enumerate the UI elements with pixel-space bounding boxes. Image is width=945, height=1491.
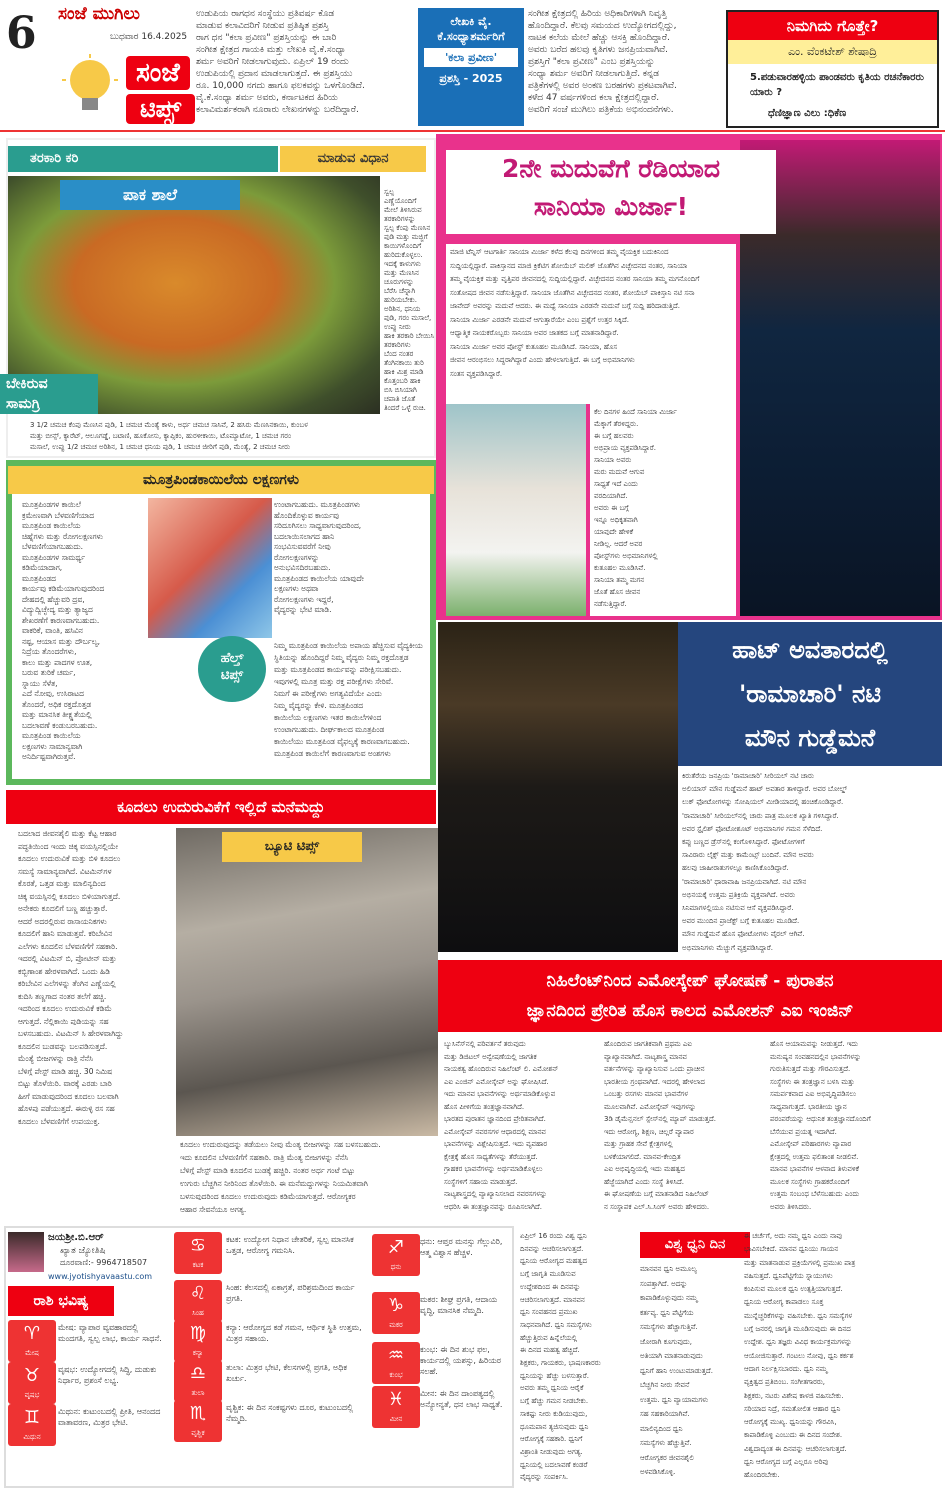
- zodiac-name: ಮೀನ: [389, 1415, 403, 1423]
- zodiac-prediction: ಮಕರ: ಶೀಘ್ರ ಪ್ರಗತಿ, ಆದಾಯ ವೃದ್ಧಿ, ಮಾನಸಿಕ ನೆಮ್ಮದಿ.: [420, 1295, 498, 1315]
- ingredients-label: ಬೇಕಿರುವ ಸಾಮಗ್ರಿ: [0, 374, 98, 414]
- award-line3: 'ಕಲಾ ಪ್ರವೀಣ': [424, 48, 518, 67]
- zodiac-prediction: ವೃಷಭ: ಉದ್ಯೋಗದಲ್ಲಿ ಸಿದ್ಧಿ, ದುಡುಕು ನಿರ್ಧಾರ, ಪ್ರಶಂಸೆ ಲಭ್ಯ.: [58, 1365, 157, 1385]
- zodiac-prediction: ವೃಶ್ಚಿಕ: ಈ ದಿನ ಸಂಕಷ್ಟಗಳು ದೂರ, ಕುಟುಂಬದಲ್ಲಿ ನೆಮ್ಮದಿ.: [226, 1403, 354, 1423]
- quiz-author: ಎಂ. ವೆಂಕಟೇಶ್ ಶೇಷಾದ್ರಿ: [728, 40, 937, 64]
- zodiac-sign-icon: [174, 1400, 222, 1442]
- zodiac-prediction: ಕಟಕ: ಉದ್ಯೋಗ ನಿಧಾನ ಚೇತರಿಕೆ, ಸ್ವಲ್ಪ ಮಾನಸಿಕ ಒತ್ತಡ, ಆರೋಗ್ಯ ಗಮನಿಸಿ.: [226, 1235, 354, 1255]
- zodiac-sign-icon: [8, 1320, 56, 1362]
- zodiac-name: ತುಲಾ: [191, 1389, 205, 1397]
- zodiac-name: ಸಿಂಹ: [192, 1309, 204, 1317]
- zodiac-glyph: ♐: [387, 1237, 405, 1258]
- zodiac-name: ಕನ್ಯಾ: [192, 1349, 204, 1357]
- kidney-illustration: [148, 498, 272, 638]
- paper-name: ಸಂಜೆ ಮುಗಿಲು: [58, 4, 140, 24]
- zodiac-glyph: ♈: [23, 1323, 41, 1344]
- astrologer-name: ಜಯಶ್ರೀ.ಬಿ.ಆರ್: [48, 1232, 104, 1243]
- zodiac-sign-icon: [8, 1404, 56, 1446]
- zodiac-prediction: ಕನ್ಯಾ: ಆರೋಗ್ಯದ ಕಡೆ ಗಮನ, ಆರ್ಥಿಕ ಸ್ಥಿತಿ ಉತ್ತಮ, ಮಿತ್ರರ ಸಹಾಯ.: [226, 1323, 362, 1343]
- zodiac-sign-icon: [174, 1360, 222, 1402]
- zodiac-prediction: ಮೀನ: ಈ ದಿನ ದಾಂಪತ್ಯದಲ್ಲಿ ಅನ್ಯೋನ್ಯತೆ, ಧನ ಲಾಭ ಸಾಧ್ಯತೆ.: [420, 1389, 503, 1409]
- astrologer-photo: [8, 1232, 44, 1272]
- zodiac-name: ಮಿಥುನ: [23, 1433, 41, 1441]
- zodiac-sign-icon: [372, 1342, 420, 1384]
- zodiac-sign-icon: [174, 1232, 222, 1274]
- quiz-heading: ನಿಮಗಿದು ಗೊತ್ತೇ?: [728, 12, 937, 40]
- zodiac-sign-icon: [372, 1234, 420, 1276]
- page-number: 6: [6, 8, 37, 59]
- zodiac-prediction: ಕುಂಭ: ಈ ದಿನ ಶುಭ ಫಲ, ಕಾರ್ಯದಲ್ಲಿ ಯಶಸ್ಸು, ಹಿರಿಯರ ಸಲಹೆ.: [420, 1345, 502, 1376]
- ramachari-headline: ಹಾಟ್ ಅವತಾರದಲ್ಲಿ 'ರಾಮಾಚಾರಿ' ನಟಿ ಮೌನ ಗುಡ್ಡೆಮನೆ: [678, 622, 942, 766]
- horoscope-heading: ರಾಶಿ ಭವಿಷ್ಯ: [8, 1286, 114, 1316]
- beauty-tips-tag: ಬ್ಯೂಟಿ ಟಿಪ್ಸ್: [222, 832, 362, 862]
- recipe-method-tag: ಮಾಡುವ ವಿಧಾನ: [280, 146, 426, 172]
- zodiac-name: ಕುಂಭ: [389, 1371, 403, 1379]
- voice-day-col3: ಈ ಚರ್ಚೆಗೆ, ಅದು ನಮ್ಮ ಧ್ವನಿ ಎಂದು ನಾವು ಭಾವಿಸಬೇಕಿದೆ. ಮಾನವ ಧ್ವನಿಯು ಗಾಯನ ಮತ್ತು ಮಾತನಾಡುವ ಪ್ರಕ್ರಿಯೆಗಳಲ್ಲಿ ಪ್ರಮುಖ ಪಾತ್ರ ವಹಿಸುತ್ತದೆ. ಧ್ವನಿಪೆಟ್ಟಿಗೆಯ ಸ್ನಾಯುಗಳು ಕಂಪಿಸುವ ಮೂಲಕ ಧ್ವನಿ ಉತ್ಪತ್ತಿಯಾಗುತ್ತದೆ. ಧ್ವನಿಯ ಆರೋಗ್ಯ ಕಾಪಾಡಲು ಸೂಕ್ತ ಮುನ್ನೆಚ್ಚರಿಕೆಗಳನ್ನು ವಹಿಸಬೇಕು. ಧ್ವನಿ ಸಮಸ್ಯೆಗಳ ಬಗ್ಗೆ ಜನರಲ್ಲಿ ಜಾಗೃತಿ ಮೂಡಿಸುವುದು ಈ ದಿನದ ಉದ್ದೇಶ. ಧ್ವನಿ ತಜ್ಞರು ವಿವಿಧ ಕಾರ್ಯಕ್ರಮಗಳನ್ನು ಆಯೋಜಿಸುತ್ತಾರೆ. ಗಂಟಲು ನೋವು, ಧ್ವನಿ ಕರ್ಕಶ ಆದಾಗ ನಿರ್ಲಕ್ಷಿಸಬಾರದು. ಧ್ವನಿ ನಮ್ಮ ವ್ಯಕ್ತಿತ್ವದ ಪ್ರತಿಬಿಂಬ. ಸಂಗೀತಗಾರರು, ಶಿಕ್ಷಕರು, ನಟರು ವಿಶೇಷ ಕಾಳಜಿ ವಹಿಸಬೇಕು. ಸರಿಯಾದ ನಿದ್ರೆ, ಸಮತೋಲಿತ ಆಹಾರ ಧ್ವನಿ ಆರೋಗ್ಯಕ್ಕೆ ಮುಖ್ಯ. ಧ್ವನಿಯನ್ನು ಗೌರವಿಸಿ, ಕಾಪಾಡಿಕೊಳ್ಳಿ ಎಂಬುದು ಈ ದಿನದ ಸಂದೇಶ. ವಿಶ್ವದಾದ್ಯಂತ ಈ ದಿನವನ್ನು ಆಚರಿಸಲಾಗುತ್ತದೆ. ಧ್ವನಿ ಆರೋಗ್ಯದ ಬಗ್ಗೆ ಎಲ್ಲರೂ ಅರಿವು ಹೊಂದಿರಬೇಕು.: [744, 1232, 856, 1480]
- zodiac-glyph: ♒: [387, 1345, 405, 1366]
- sania-article-text2: ಕೆಲ ದಿನಗಳ ಹಿಂದೆ ಸಾನಿಯಾ ಮಿರ್ಜಾ ಮೆಕ್ಕಾಗೆ ತೆರಳಿದ್ದರು. ಈ ಬಗ್ಗೆ ಹಲವರು ಅಭಿಪ್ರಾಯ ವ್ಯಕ್ತಪಡಿಸಿದ್ದಾರೆ. ಸಾನಿಯಾ ಅವರು ಮರು ಮದುವೆ ಆಗುವ ಸಾಧ್ಯತೆ ಇದೆ ಎಂದು ವರದಿಯಾಗಿದೆ. ಅವರು ಈ ಬಗ್ಗೆ ಇನ್ನೂ ಅಧಿಕೃತವಾಗಿ ಯಾವುದೇ ಹೇಳಿಕೆ ನೀಡಿಲ್ಲ. ಆದರೆ ಅವರ ಪೋಸ್ಟ್‌ಗಳು ಅಭಿಮಾನಿಗಳಲ್ಲಿ ಕುತೂಹಲ ಮೂಡಿಸಿವೆ. ಸಾನಿಯಾ ತಮ್ಮ ಮಗನ ಜೊತೆ ಹೊಸ ಜೀವನ ನಡೆಸುತ್ತಿದ್ದಾರೆ.: [590, 404, 736, 616]
- zodiac-sign-icon: [174, 1280, 222, 1322]
- sania-headline: 2ನೇ ಮದುವೆಗೆ ರೆಡಿಯಾದ ಸಾನಿಯಾ ಮಿರ್ಜಾ!: [446, 150, 776, 234]
- zodiac-glyph: ♊: [23, 1407, 41, 1428]
- zodiac-sign-icon: [372, 1292, 420, 1334]
- health-tips-badge: ಹೆಲ್ತ್ ಟಿಪ್ಸ್: [198, 636, 266, 702]
- zodiac-name: ಮೇಷ: [25, 1349, 39, 1357]
- zodiac-glyph: ♏: [189, 1403, 207, 1424]
- zodiac-sign-icon: [372, 1386, 420, 1428]
- award-article-col2: ಸಂಗೀತ ಕ್ಷೇತ್ರದಲ್ಲಿ ಹಿರಿಯ ಅಧಿಕಾರಿಗಳಾಗಿ ನಿವೃತ್ತಿ ಹೊಂದಿದ್ದಾರೆ. ಕೆಲವು ಸಮಯದ ಉದ್ಯೋಗದಲ್ಲಿದ್ದು, ನಾಟಕ ಕಲೆಯ ಮೇಲೆ ಹೆಚ್ಚು ಆಸಕ್ತಿ ಹೊಂದಿದ್ದಾರೆ. ಅವರು ಬರೆದ ಹಲವು ಕೃತಿಗಳು ಜನಪ್ರಿಯವಾಗಿವೆ. ಪ್ರಶಸ್ತಿಗೆ "ಕಲಾ ಪ್ರವೀಣ" ಎಂಬ ಪ್ರಶಸ್ತಿಯನ್ನು ಸಂಧ್ಯಾ ಶರ್ಮ ಅವರಿಗೆ ನೀಡಲಾಗುತ್ತಿದೆ. ಕನ್ನಡ ಪತ್ರಿಕೆಗಳಲ್ಲಿ ಅವರ ಅಂಕಣ ಬರಹಗಳು ಪ್ರಕಟವಾಗಿವೆ. ಕಳೆದ 47 ವರ್ಷಗಳಿಂದ ಕಲಾ ಕ್ಷೇತ್ರದಲ್ಲಿದ್ದಾರೆ. ಅವರಿಗೆ ಸಂಜೆ ಮುಗಿಲು ಪತ್ರಿಕೆಯ ಅಭಿನಂದನೆಗಳು.: [528, 9, 677, 115]
- award-line1: ಲೇಖಕಿ ವೈ.: [450, 15, 492, 28]
- zodiac-glyph: ♍: [189, 1323, 207, 1344]
- quiz-question: 5.ಪಡುವಾರಹಳ್ಳಿಯ ಪಾಂಡವರು ಕೃತಿಯ ರಚನೆಕಾರರು ಯಾರು ?: [750, 72, 924, 98]
- zodiac-name: ಮಕರ: [389, 1321, 403, 1329]
- voice-day-heading: ವಿಶ್ವ ಧ್ವನಿ ದಿನ: [640, 1232, 750, 1258]
- recipe-method-text: ಸ್ವಲ್ಪ ಎಣ್ಣೆಯೊಂದಿಗೆ ಮೇಲೆ ತಿಳಿಸಿರುವ ತರಕಾರಿಗಳನ್ನು ಸ್ವಲ್ಪ ಕೆಂಪು ಮೆಣಸಿನ ಪುಡಿ ಮತ್ತು ಮಜ್ಜಿಗೆ ಕಾಯಿಗಳೊಂದಿಗೆ ಹುರಿದುಕೊಳ್ಳಲು. ಇದಕ್ಕೆ ಕಾಳುಗಳು ಮತ್ತು ಮೆಣಸಿನ ಚೂರುಗಳನ್ನು ಬೆರೆಸಿ ಚೆನ್ನಾಗಿ ಹುರಿಯಬೇಕು. ಅರಿಶಿನ, ಧನಿಯ ಪುಡಿ, ಗರಂ ಮಸಾಲೆ, ಉಪ್ಪು ನೀರು ಹಾಕಿ ತರಕಾರಿ ಬೇಯಿಸಿ ತರಕಾರಿಗಳು ಬೆಂದ ನಂತರ ತೆಂಗಿನಕಾಯಿ ತುರಿ ಹಾಕಿ ಮಿಶ್ರ ಮಾಡಿ ಕೊತ್ತಂಬರಿ ಹಾಕಿ ಬಿಸಿ ಬಿಸಿಯಾಗಿ ಚಪಾತಿ ಜೊತೆ ತಿಂದರೆ ಒಳ್ಳೆ ರುಚಿ.: [384, 188, 435, 412]
- lightbulb-icon: [60, 52, 120, 122]
- voice-day-col2: ಮಾನವನ ಧ್ವನಿ ಅಮೂಲ್ಯ ಸಂಪತ್ತಾಗಿದೆ. ಅದನ್ನು ಕಾಪಾಡಿಕೊಳ್ಳುವುದು ನಮ್ಮ ಕರ್ತವ್ಯ. ಧ್ವನಿ ಪೆಟ್ಟಿಗೆಯ ಸಮಸ್ಯೆಗಳು ಹೆಚ್ಚಾಗುತ್ತಿವೆ. ಜೋರಾಗಿ ಕೂಗುವುದು, ಅತಿಯಾಗಿ ಮಾತನಾಡುವುದು ಧ್ವನಿಗೆ ಹಾನಿ ಉಂಟುಮಾಡುತ್ತದೆ. ಬೆಚ್ಚಗಿನ ನೀರು ಸೇವನೆ ಉತ್ತಮ. ಧ್ವನಿ ವ್ಯಾಯಾಮಗಳು ಸಹ ಸಹಕಾರಿಯಾಗಿವೆ. ಮಾಲಿನ್ಯದಿಂದ ಧ್ವನಿ ಸಮಸ್ಯೆಗಳು ಹೆಚ್ಚುತ್ತಿವೆ. ಆರೋಗ್ಯಕರ ಜೀವನಶೈಲಿ ಅಳವಡಿಸಿಕೊಳ್ಳಿ.: [640, 1265, 713, 1476]
- zodiac-glyph: ♎: [189, 1363, 207, 1384]
- zodiac-name: ಕಟಕ: [192, 1261, 204, 1269]
- kidney-text-col3: ನಿಮ್ಮ ಮೂತ್ರಪಿಂಡ ಕಾಯಿಲೆಯ ಅಪಾಯ ಹೆಚ್ಚಿಸುವ ವೈದ್ಯಕೀಯ ಸ್ಥಿತಿಯನ್ನು ಹೊಂದಿದ್ದರೆ ನಿಮ್ಮ ವೈದ್ಯರು ನಿಮ್ಮ ರಕ್ತದೊತ್ತಡ ಮತ್ತು ಮೂತ್ರಪಿಂಡದ ಕಾರ್ಯವನ್ನು ಪರೀಕ್ಷಿಸಬಹುದು. ಇವುಗಳಲ್ಲಿ ಮೂತ್ರ ಮತ್ತು ರಕ್ತ ಪರೀಕ್ಷೆಗಳು ಸೇರಿವೆ. ನಿಮಗೆ ಈ ಪರೀಕ್ಷೆಗಳು ಅಗತ್ಯವಿದೆಯೇ ಎಂದು ನಿಮ್ಮ ವೈದ್ಯರನ್ನು ಕೇಳಿ. ಮೂತ್ರಪಿಂಡದ ಕಾಯಿಲೆಯ ಲಕ್ಷಣಗಳು ಇತರ ಕಾಯಿಲೆಗಳಿಂದ ಉಂಟಾಗಬಹುದು. ದೀರ್ಘಕಾಲದ ಮೂತ್ರಪಿಂಡ ಕಾಯಿಲೆಯು ಮೂತ್ರಪಿಂಡ ವೈಫಲ್ಯಕ್ಕೆ ಕಾರಣವಾಗಬಹುದು. ಮೂತ್ರಪಿಂಡ ಕಾಯಿಲೆಗೆ ಕಾರಣವಾಗುವ ಅಂಶಗಳು: [274, 641, 423, 758]
- kidney-text-col2: ಉಂಟಾಗಬಹುದು. ಮೂತ್ರಪಿಂಡಗಳು ಹೊಂದಿಕೊಳ್ಳುವ ಕಾರ್ಯವು ಸರಿದೂಗಿಸಲು ಸಾಧ್ಯವಾಗುವುದರಿಂದ, ಬದಲಾಯಿಸಲಾಗದ ಹಾನಿ ಸಂಭವಿಸುವವರೆಗೆ ನೀವು ರೋಗಲಕ್ಷಣಗಳನ್ನು ಅನುಭವಿಸದಿರಬಹುದು. ಮೂತ್ರಪಿಂಡದ ಕಾಯಿಲೆಯ ಯಾವುದೇ ಲಕ್ಷಣಗಳು ಅಥವಾ ರೋಗಲಕ್ಷಣಗಳು ಇದ್ದರೆ, ವೈದ್ಯರನ್ನು ಭೇಟಿ ಮಾಡಿ.: [274, 500, 364, 614]
- zodiac-glyph: ♋: [189, 1235, 207, 1256]
- hair-heading: ಕೂದಲು ಉದುರುವಿಕೆಗೆ ಇಲ್ಲಿದೆ ಮನೆಮದ್ದು: [6, 790, 436, 824]
- astrologer-website: www.jyotishyavaastu.com: [48, 1272, 153, 1281]
- tips-title-line2: ಟಿಪ್ಸ್: [126, 94, 195, 124]
- ramachari-article-text: ಕಿರುತೆರೆಯ ಜನಪ್ರಿಯ 'ರಾಮಾಚಾರಿ' ಸೀರಿಯಲ್ ನಟಿ ಚಾರು ಅಲಿಯಾಸ್ ಮೌನ ಗುಡ್ಡೆಮನೆ ಹಾಟ್ ಅವತಾರ ತಾಳಿದ್ದಾರೆ. ಅವರ ಬೋಲ್ಡ್ ಲುಕ್ ಫೋಟೋಗಳನ್ನು ಸೋಷಿಯಲ್ ಮೀಡಿಯಾದಲ್ಲಿ ಹಂಚಿಕೊಂಡಿದ್ದಾರೆ. 'ರಾಮಾಚಾರಿ' ಸೀರಿಯಲ್‌ನಲ್ಲಿ ಚಾರು ಪಾತ್ರ ಮೂಲಕ ಖ್ಯಾತಿ ಗಳಿಸಿದ್ದಾರೆ. ಅವರ ಸ್ಟೈಲಿಶ್ ಫೋಟೋಶೂಟ್ ಅಭಿಮಾನಿಗಳ ಗಮನ ಸೆಳೆದಿದೆ. ಕಪ್ಪು ಬಣ್ಣದ ಡ್ರೆಸ್‌ನಲ್ಲಿ ಕಂಗೊಳಿಸಿದ್ದಾರೆ. ಫೋಟೋಗಳಿಗೆ ಸಾವಿರಾರು ಲೈಕ್ಸ್ ಮತ್ತು ಕಾಮೆಂಟ್ಸ್ ಬಂದಿವೆ. ಮೌನ ಅವರು ಹಲವು ಜಾಹೀರಾತುಗಳಲ್ಲೂ ಕಾಣಿಸಿಕೊಂಡಿದ್ದಾರೆ. 'ರಾಮಾಚಾರಿ' ಧಾರಾವಾಹಿ ಜನಪ್ರಿಯವಾಗಿದೆ. ನಟಿ ಮೌನ ಅಭಿನಯಕ್ಕೆ ಉತ್ತಮ ಪ್ರತಿಕ್ರಿಯೆ ವ್ಯಕ್ತವಾಗಿದೆ. ಅವರು ಸಿನಿಮಾಗಳಲ್ಲಿಯೂ ನಟಿಸುವ ಆಸೆ ವ್ಯಕ್ತಪಡಿಸಿದ್ದಾರೆ. ಅವರ ಮುಂದಿನ ಪ್ರಾಜೆಕ್ಟ್ ಬಗ್ಗೆ ಕುತೂಹಲ ಮೂಡಿದೆ. ಮೌನ ಗುಡ್ಡೆಮನೆ ಹೊಸ ಫೋಟೋಗಳು ವೈರಲ್ ಆಗಿವೆ. ಅಭಿಮಾನಿಗಳು ಮೆಚ್ಚುಗೆ ವ್ಯಕ್ತಪಡಿಸಿದ್ದಾರೆ.: [682, 772, 848, 952]
- zodiac-glyph: ♑: [387, 1295, 405, 1316]
- voice-day-col1: ಏಪ್ರಿಲ್ 16 ರಂದು ವಿಶ್ವ ಧ್ವನಿ ದಿನವನ್ನು ಆಚರಿಸಲಾಗುತ್ತದೆ. ಧ್ವನಿಯ ಆರೋಗ್ಯದ ಮಹತ್ವದ ಬಗ್ಗೆ ಜಾಗೃತಿ ಮೂಡಿಸುವ ಉದ್ದೇಶದಿಂದ ಈ ದಿನವನ್ನು ಆಚರಿಸಲಾಗುತ್ತದೆ. ಮಾನವನ ಧ್ವನಿ ಸಂವಹನದ ಪ್ರಮುಖ ಸಾಧನವಾಗಿದೆ. ಧ್ವನಿ ಸಮಸ್ಯೆಗಳು ಹೆಚ್ಚುತ್ತಿರುವ ಹಿನ್ನೆಲೆಯಲ್ಲಿ ಈ ದಿನದ ಮಹತ್ವ ಹೆಚ್ಚಿದೆ. ಶಿಕ್ಷಕರು, ಗಾಯಕರು, ಭಾಷಣಕಾರರು ಧ್ವನಿಯನ್ನು ಹೆಚ್ಚು ಬಳಸುತ್ತಾರೆ. ಅವರು ತಮ್ಮ ಧ್ವನಿಯ ಆರೈಕೆ ಬಗ್ಗೆ ಹೆಚ್ಚು ಗಮನ ನೀಡಬೇಕು. ಸಾಕಷ್ಟು ನೀರು ಕುಡಿಯುವುದು, ಧೂಮಪಾನ ತ್ಯಜಿಸುವುದು ಧ್ವನಿ ಆರೋಗ್ಯಕ್ಕೆ ಸಹಕಾರಿ. ಧ್ವನಿಗೆ ವಿಶ್ರಾಂತಿ ನೀಡುವುದು ಅಗತ್ಯ. ಧ್ವನಿಯಲ್ಲಿ ಬದಲಾವಣೆ ಕಂಡರೆ ವೈದ್ಯರನ್ನು ಸಂಪರ್ಕಿಸಿ.: [520, 1232, 601, 1482]
- tips-title-line1: ಸಂಜೆ: [126, 56, 190, 90]
- zodiac-prediction: ಮೇಷ: ವ್ಯಾಪಾರ ವ್ಯವಹಾರದಲ್ಲಿ ಮಂದಗತಿ, ಸ್ವಲ್ಪ ಲಾಭ, ಕಾರ್ಯ ಸಾಧನೆ.: [58, 1323, 162, 1343]
- zodiac-name: ಧನು: [390, 1263, 402, 1271]
- kidney-text-col1: ಮೂತ್ರಪಿಂಡಗಳ ಕಾಯಿಲೆ ಕ್ರಮೇಣವಾಗಿ ಬೆಳವಣಿಗೆಯಾದ ಮೂತ್ರಪಿಂಡ ಕಾಯಿಲೆಯ ಚಿಹ್ನೆಗಳು ಮತ್ತು ರೋಗಲಕ್ಷಣಗಳು ಬೆಳವಣಿಗೆಯಾಗಬಹುದು. ಮೂತ್ರಪಿಂಡಗಳ ಸಾಮರ್ಥ್ಯ ಕಡಿಮೆಯಾದಾಗ, ಮೂತ್ರಪಿಂಡದ ಕಾರ್ಯವು ಕಡಿಮೆಯಾಗುವುದರಿಂದ ದೇಹದಲ್ಲಿ ಹೆಚ್ಚುವರಿ ದ್ರವ, ವಿದ್ಯುದ್ವಿಚ್ಛೇದ್ಯ ಮತ್ತು ತ್ಯಾಜ್ಯದ ಶೇಖರಣೆಗೆ ಕಾರಣವಾಗಬಹುದು. ವಾಕರಿಕೆ, ವಾಂತಿ, ಹಸಿವಿನ ನಷ್ಟ, ಆಯಾಸ ಮತ್ತು ದೌರ್ಬಲ್ಯ, ನಿದ್ರೆಯ ತೊಂದರೆಗಳು, ಕಾಲು ಮತ್ತು ಪಾದಗಳ ಊತ, ಬರುವ ತುರಿಕೆ ಚರ್ಮ, ಸ್ನಾಯು ಸೆಳೆತ, ಎದೆ ನೋವು, ಉಸಿರಾಟದ ತೊಂದರೆ, ಅಧಿಕ ರಕ್ತದೊತ್ತಡ ಮತ್ತು ಮಾನಸಿಕ ತೀಕ್ಷ್ಣತೆಯಲ್ಲಿ ಬದಲಾವಣೆ ಕಂಡುಬರಬಹುದು. ಮೂತ್ರಪಿಂಡ ಕಾಯಿಲೆಯ ಲಕ್ಷಣಗಳು ಸಾಮಾನ್ಯವಾಗಿ ಅನಿರ್ದಿಷ್ಟವಾಗಿರುತ್ತವೆ.: [22, 500, 105, 761]
- zodiac-prediction: ಮಿಥುನ: ಕುಟುಂಬದಲ್ಲಿ ಪ್ರೀತಿ, ಆನಂದದ ವಾತಾವರಣ, ಮಿತ್ರರ ಭೇಟಿ.: [58, 1407, 161, 1427]
- award-line4: ಪ್ರಶಸ್ತಿ - 2025: [439, 72, 503, 85]
- quiz-box: [726, 10, 939, 128]
- emoscape-col3: ಹೊಸ ಆಯಾಮವನ್ನು ನೀಡುತ್ತದೆ. ಇದು ಮನುಷ್ಯನ ಸಂವಹನದಲ್ಲಿನ ಭಾವನೆಗಳನ್ನು ಗುರುತಿಸುತ್ತದೆ ಮತ್ತು ಗೌರವಿಸುತ್ತದೆ. ಸಂಸ್ಥೆಗಳು ಈ ತಂತ್ರಜ್ಞಾನ ಬಳಸಿ ಮತ್ತು ಸಮರ್ಪಕವಾದ ಎಐ ಅಭಿವೃದ್ಧಿಪಡಿಸಲು ಸಾಧ್ಯವಾಗುತ್ತದೆ. ಭಾರತೀಯ ಜ್ಞಾನ ಪರಂಪರೆಯನ್ನು ಆಧುನಿಕ ತಂತ್ರಜ್ಞಾನದೊಂದಿಗೆ ಬೆಸೆಯುವ ಪ್ರಯತ್ನ ಇದಾಗಿದೆ. ಎಮೋಸ್ಕೇಪ್ ಪರಿಹಾರಗಳು ವ್ಯಾಪಾರ ಕ್ಷೇತ್ರದಲ್ಲಿ ಉತ್ತಮ ಫಲಿತಾಂಶ ನೀಡಲಿವೆ. ಮಾನವ ಭಾವನೆಗಳ ಆಳವಾದ ತಿಳುವಳಿಕೆ ಮೂಲಕ ಸಂಸ್ಥೆಗಳು ಗ್ರಾಹಕರೊಂದಿಗೆ ಉತ್ತಮ ಸಂಬಂಧ ಬೆಳೆಸಬಹುದು ಎಂದು ಅವರು ತಿಳಿಸಿದರು.: [770, 1040, 871, 1211]
- emoscape-col2: ಹೊಂದಿರುವ ಜಾಗತಿಕವಾಗಿ ಪ್ರಥಮ ಎಐ ವ್ಯಾಖ್ಯಾನವಾಗಿದೆ. ನಾಟ್ಯಶಾಸ್ತ್ರ ಮಾನವ ವರ್ತನೆಗಳನ್ನು ವ್ಯಾಖ್ಯಾನಿಸುವ ಒಂದು ಪ್ರಾಚೀನ ಭಾರತೀಯ ಗ್ರಂಥವಾಗಿದೆ. ಇದರಲ್ಲಿ ಹೇಳಲಾದ ಒಂಬತ್ತು ರಸಗಳು ಮಾನವ ಭಾವನೆಗಳ ಮೂಲವಾಗಿವೆ. ಎಮೋಸ್ಕೇಪ್ ಇವುಗಳನ್ನು 3ಡಿ ಡೈಮೆನ್ಷನಲ್ ಸ್ಪೇಸ್‌ನಲ್ಲಿ ಮ್ಯಾಪ್ ಮಾಡುತ್ತದೆ. ಇದು ಆರೋಗ್ಯ, ಶಿಕ್ಷಣ, ಚಿಲ್ಲರೆ ವ್ಯಾಪಾರ ಮತ್ತು ಗ್ರಾಹಕ ಸೇವೆ ಕ್ಷೇತ್ರಗಳಲ್ಲಿ ಬಳಕೆಯಾಗಲಿದೆ. ಮಾನವ-ಕೇಂದ್ರಿತ ಎಐ ಅಭಿವೃದ್ಧಿಯಲ್ಲಿ ಇದು ಮಹತ್ವದ ಹೆಜ್ಜೆಯಾಗಿದೆ ಎಂದು ಸಂಸ್ಥೆ ತಿಳಿಸಿದೆ. ಈ ಘೋಷಣೆಯ ಬಗ್ಗೆ ಮಾತನಾಡಿದ ನಿಹಿಲೆಂಟ್ ನ ಸಂಸ್ಥಾಪಕ ಎಲ್.ಸಿ.ಸಿಂಗ್ ಅವರು ಹೇಳಿದರು.: [604, 1040, 717, 1211]
- zodiac-sign-icon: [174, 1320, 222, 1362]
- issue-date: ಬುಧವಾರ 16.4.2025: [110, 32, 188, 42]
- zodiac-prediction: ತುಲಾ: ಮಿತ್ರರ ಭೇಟಿ, ಕೆಲಸಗಳಲ್ಲಿ ಪ್ರಗತಿ, ಅಧಿಕ ಖರ್ಚು.: [226, 1363, 347, 1383]
- award-box: [418, 8, 524, 126]
- kidney-heading: ಮೂತ್ರಪಿಂಡಕಾಯಿಲೆಯ ಲಕ್ಷಣಗಳು: [8, 466, 434, 494]
- sania-tennis-photo: [446, 404, 586, 616]
- astrologer-phone: ದೂರವಾಣಿ:- 9964718507: [60, 1258, 148, 1267]
- zodiac-sign-icon: [8, 1362, 56, 1404]
- emoscape-headline: ನಿಹಿಲೆಂಟ್‌ನಿಂದ ಎಮೋಸ್ಕೇಪ್ ಘೋಷಣೆ - ಪುರಾತನ ಜ್ಞಾನದಿಂದ ಪ್ರೇರಿತ ಹೊಸ ಕಾಲದ ಎಮೋಶನ್ ಎಐ ಇಂಜಿನ್: [438, 960, 942, 1032]
- zodiac-glyph: ♉: [23, 1365, 41, 1386]
- emoscape-col1: ಬ್ಯುಸಿನೆಸ್‌ನಲ್ಲಿ ಪರಿವರ್ತನೆ ತರುವುದು ಮತ್ತು ಡಿಜಿಟಲ್ ಅನ್ವೇಷಣೆಯಲ್ಲಿ ಜಾಗತಿಕ ನಾಯಕತ್ವ ಹೊಂದಿರುವ ನಿಹಿಲೆಂಟ್ ಲಿ. ಎಮೋಶನ್ ಎಐ ಎಂಜಿನ್ ಎಮೋಸ್ಕೇಪ್ ಅನ್ನು ಘೋಷಿಸಿದೆ. ಇದು ಮಾನವ ಭಾವನೆಗಳನ್ನು ಅರ್ಥಮಾಡಿಕೊಳ್ಳುವ ಹೊಸ ಪೀಳಿಗೆಯ ತಂತ್ರಜ್ಞಾನವಾಗಿದೆ. ಭಾರತದ ಪುರಾತನ ಜ್ಞಾನದಿಂದ ಪ್ರೇರಿತವಾಗಿದೆ. ಎಮೋಸ್ಕೇಪ್ ನವರಸಗಳ ಆಧಾರದಲ್ಲಿ ಮಾನವ ಭಾವನೆಗಳನ್ನು ವಿಶ್ಲೇಷಿಸುತ್ತದೆ. ಇದು ವ್ಯವಹಾರ ಕ್ಷೇತ್ರಕ್ಕೆ ಹೊಸ ಸಾಧ್ಯತೆಗಳನ್ನು ತೆರೆಯುತ್ತದೆ. ಗ್ರಾಹಕರ ಭಾವನೆಗಳನ್ನು ಅರ್ಥಮಾಡಿಕೊಳ್ಳಲು ಸಂಸ್ಥೆಗಳಿಗೆ ಸಹಾಯ ಮಾಡುತ್ತದೆ. ನಾಟ್ಯಶಾಸ್ತ್ರದಲ್ಲಿ ವ್ಯಾಖ್ಯಾನಿಸಲಾದ ನವರಸಗಳನ್ನು ಆಧರಿಸಿ ಈ ತಂತ್ರಜ್ಞಾನವನ್ನು ರೂಪಿಸಲಾಗಿದೆ.: [444, 1040, 559, 1211]
- quiz-answer: ಧೆಣಿಜ್ಞಾಣ ವಿಲು :ಧಿಕೆಣ: [768, 108, 847, 119]
- zodiac-glyph: ♌: [189, 1283, 207, 1304]
- zodiac-name: ವೃಶ್ಚಿಕ: [191, 1429, 205, 1437]
- actress-photo: [438, 622, 678, 952]
- hair-photo: [176, 828, 438, 1136]
- zodiac-prediction: ಸಿಂಹ: ಕೆಲಸದಲ್ಲಿ ಏಕಾಗ್ರತೆ, ಪರಿಶ್ರಮದಿಂದ ಕಾರ್ಯ ಪ್ರಗತಿ.: [226, 1283, 355, 1303]
- zodiac-glyph: ♓: [387, 1389, 405, 1410]
- hair-text-col1: ಬದಲಾದ ಜೀವನಶೈಲಿ ಮತ್ತು ಕೆಟ್ಟ ಆಹಾರ ಪದ್ಧತಿಯಿಂದ ಇಂದು ಚಿಕ್ಕ ವಯಸ್ಸಿನಲ್ಲಿಯೇ ಕೂದಲು ಉದುರುವಿಕೆ ಮತ್ತು ಬಿಳಿ ಕೂದಲು ಸಮಸ್ಯೆ ಸಾಮಾನ್ಯವಾಗಿದೆ. ವಿಟಮಿನ್‌ಗಳ ಕೊರತೆ, ಒತ್ತಡ ಮತ್ತು ಮಾಲಿನ್ಯದಿಂದ ಚಿಕ್ಕ ವಯಸ್ಸಿನಲ್ಲಿ ಕೂದಲು ಬಿಳಿಯಾಗುತ್ತದೆ. ಅನೇಕರು ಕೂದಲಿಗೆ ಬಣ್ಣ ಹಚ್ಚುತ್ತಾರೆ. ಆದರೆ ಅದರಲ್ಲಿರುವ ರಾಸಾಯನಿಕಗಳು ಕೂದಲಿಗೆ ಹಾನಿ ಮಾಡುತ್ತವೆ. ಕರಿಬೇವಿನ ಎಲೆಗಳು ಕೂದಲಿನ ಬೆಳವಣಿಗೆಗೆ ಸಹಕಾರಿ. ಇದರಲ್ಲಿ ವಿಟಮಿನ್ ಬಿ, ಪ್ರೋಟೀನ್ ಮತ್ತು ಕಬ್ಬಿಣಾಂಶ ಹೇರಳವಾಗಿದೆ. ಒಂದು ಹಿಡಿ ಕರಿಬೇವಿನ ಎಲೆಗಳನ್ನು ತೆಂಗಿನ ಎಣ್ಣೆಯಲ್ಲಿ ಕುದಿಸಿ ತಣ್ಣಗಾದ ನಂತರ ತಲೆಗೆ ಹಚ್ಚಿ. ಇದರಿಂದ ಕೂದಲು ಉದುರುವಿಕೆ ಕಡಿಮೆ ಆಗುತ್ತದೆ. ನೆಲ್ಲಿಕಾಯಿ ಪುಡಿಯನ್ನು ಸಹ ಬಳಸಬಹುದು. ವಿಟಮಿನ್ ಸಿ ಹೇರಳವಾಗಿದ್ದು ಕೂದಲಿನ ಬುಡವನ್ನು ಬಲಪಡಿಸುತ್ತದೆ. ಮೆಂತ್ಯೆ ಬೀಜಗಳನ್ನು ರಾತ್ರಿ ನೆನೆಸಿ ಬೆಳಿಗ್ಗೆ ಪೇಸ್ಟ್ ಮಾಡಿ ಹಚ್ಚಿ. 30 ನಿಮಿಷ ಬಿಟ್ಟು ತೊಳೆಯಿರಿ. ವಾರಕ್ಕೆ ಎರಡು ಬಾರಿ ಹೀಗೆ ಮಾಡುವುದರಿಂದ ಕೂದಲು ಬಲವಾಗಿ ಹೊಳಪು ಪಡೆಯುತ್ತದೆ. ಈರುಳ್ಳಿ ರಸ ಸಹ ಕೂದಲು ಬೆಳವಣಿಗೆಗೆ ಉಪಯುಕ್ತ.: [18, 829, 124, 1126]
- astrologer-title: ಖ್ಯಾತ ಜ್ಯೋತಿಷಿ: [60, 1246, 106, 1256]
- hair-text-col2: ಕೂದಲು ಉದುರುವುದನ್ನು ತಡೆಯಲು ನೀವು ಮೆಂತ್ಯ ಬೀಜಗಳನ್ನು ಸಹ ಬಳಸಬಹುದು. ಇದು ಕೂದಲಿನ ಬೆಳವಣಿಗೆಗೆ ಸಹಕಾರಿ. ರಾತ್ರಿ ಮೆಂತ್ಯ ಬೀಜಗಳನ್ನು ನೆನೆಸಿ ಬೆಳಿಗ್ಗೆ ಪೇಸ್ಟ್ ಮಾಡಿ ಕೂದಲಿನ ಬುಡಕ್ಕೆ ಹಚ್ಚಿರಿ. ನಂತರ ಅರ್ಧ ಗಂಟೆ ಬಿಟ್ಟು ಉಗುರು ಬೆಚ್ಚಗಿನ ನೀರಿನಿಂದ ತೊಳೆಯಿರಿ. ಈ ಮನೆಮದ್ದುಗಳನ್ನು ನಿಯಮಿತವಾಗಿ ಬಳಸುವುದರಿಂದ ಕೂದಲು ಉದುರುವುದು ಕಡಿಮೆಯಾಗುತ್ತದೆ. ಆರೋಗ್ಯಕರ ಆಹಾರ ಸೇವನೆಯೂ ಅಗತ್ಯ.: [180, 1140, 381, 1214]
- sania-article-text: ಮಾಜಿ ಟೆನ್ನಿಸ್ ಆಟಗಾರ್ತಿ ಸಾನಿಯಾ ಮಿರ್ಜಾ ಕಳೆದ ಕೆಲವು ದಿನಗಳಿಂದ ತಮ್ಮ ವೈಯಕ್ತಿಕ ಬದುಕಿನಿಂದ ಸುದ್ದಿಯಲ್ಲಿದ್ದಾರೆ. ಪಾಕಿಸ್ತಾನದ ಮಾಜಿ ಕ್ರಿಕೆಟಿಗ ಶೋಯೆಬ್ ಮಲಿಕ್ ಜೊತೆಗಿನ ವಿಚ್ಛೇದನದ ನಂತರ, ಸಾನಿಯಾ ತಮ್ಮ ವೈಯಕ್ತಿಕ ಮತ್ತು ವೃತ್ತಿಪರ ಜೀವನದಲ್ಲಿ ಸುದ್ದಿಯಲ್ಲಿದ್ದಾರೆ. ವಿಚ್ಛೇದನದ ನಂತರ ಸಾನಿಯಾ ತಮ್ಮ ಮಗನೊಂದಿಗೆ ಸಂತೋಷದ ಜೀವನ ನಡೆಸುತ್ತಿದ್ದಾರೆ. ಸಾನಿಯಾ ಜೊತೆಗಿನ ವಿಚ್ಛೇದನದ ನಂತರ, ಶೋಯೆಬ್ ಪಾಕಿಸ್ತಾನಿ ನಟಿ ಸನಾ ಜಾವೇದ್ ಅವರನ್ನು ಮದುವೆ ಆದರು. ಈ ಮಧ್ಯೆ ಸಾನಿಯಾ ಎರಡನೇ ಮದುವೆ ಬಗ್ಗೆ ಸುದ್ದಿ ಹರಿದಾಡುತ್ತಿದೆ. ಸಾನಿಯಾ ಮಿರ್ಜಾ ಎರಡನೇ ಮದುವೆ ಆಗುತ್ತಾರೆಯೇ ಎಂಬ ಪ್ರಶ್ನೆಗೆ ಉತ್ತರ ಸಿಕ್ಕಿದೆ. ಆಧ್ಯಾತ್ಮಿಕ ನಾಯಕರೊಬ್ಬರು ಸಾನಿಯಾ ಅವರ ಜಾತಕದ ಬಗ್ಗೆ ಮಾತನಾಡಿದ್ದಾರೆ. ಸಾನಿಯಾ ಮಿರ್ಜಾ ಅವರ ಪೋಸ್ಟ್ ಕುತೂಹಲ ಮೂಡಿಸಿದೆ. ಸಾನಿಯಾ, ಹೊಸ ಜೀವನ ಆರಂಭಿಸಲು ಸಿದ್ಧರಾಗಿದ್ದಾರೆ ಎಂದು ಹೇಳಲಾಗುತ್ತಿದೆ. ಈ ಬಗ್ಗೆ ಅಭಿಮಾನಿಗಳು ಸಂತಸ ವ್ಯಕ್ತಪಡಿಸಿದ್ದಾರೆ.: [446, 244, 736, 404]
- ingredients-text: 3 1/2 ಚಮಚ ಕೆಂಪು ಮೆಣಸಿನ ಪುಡಿ, 1 ಚಮಚ ಮೆಂತ್ಯೆ ಕಾಳು, ಅರ್ಧ ಚಮಚ ಸಾಸಿವೆ, 2 ಹಸಿರು ಮೆಣಸಿನಕಾಯಿ, ಕುಂಬಳ ಮತ್ತು ಬೀನ್ಸ್, ಕ್ಯಾರೆಟ್, ಆಲೂಗಡ್ಡೆ, ಬಟಾಣಿ, ಹೂಕೋಸು, ಕ್ಯಾಪ್ಸಿಕಂ, ಹುರಳೀಕಾಯಿ, ಟೊಮ್ಯಾಟೋ, 1 ಚಮಚ ಗರಂ ಮಸಾಲೆ, ಉಪ್ಪು 1/2 ಚಮಚ ಅರಿಶಿನ, 1 ಚಮಚ ಧನಿಯ ಪುಡಿ, 1 ಚಮಚ ಜೀರಿಗೆ ಪುಡಿ, ಮೆಂತ್ಯೆ, 2 ಚಮಚ ನೀರು: [30, 421, 308, 451]
- recipe-banner: ಪಾಕ ಶಾಲೆ: [60, 180, 240, 210]
- zodiac-name: ವೃಷಭ: [24, 1391, 40, 1399]
- zodiac-prediction: ಧನು: ಆಪ್ತರ ಮನಸ್ಸು ಗೆಲ್ಲುವಿರಿ, ಆತ್ಮ ವಿಶ್ವಾಸ ಹೆಚ್ಚಳ.: [420, 1237, 503, 1257]
- award-line2: ಕೆ.ಸಂಧ್ಯಾಶರ್ಮರಿಗೆ: [437, 30, 505, 43]
- award-article-col1: ಉಡುಪಿಯ ರಾಗಧನ ಸಂಸ್ಥೆಯು ಪ್ರತಿವರ್ಷ ಕೊಡ ಮಾಡುವ ಕಲಾವಿದರಿಗೆ ನೀಡುವ ಪ್ರತಿಷ್ಠಿತ ಪ್ರಶಸ್ತಿ ರಾಗ ಧನ "ಕಲಾ ಪ್ರವೀಣ" ಪ್ರಶಸ್ತಿಯನ್ನು ಈ ಬಾರಿ ಸಂಗೀತ ಕ್ಷೇತ್ರದ ಗಾಯಕಿ ಮತ್ತು ಲೇಖಕಿ ವೈ.ಕೆ.ಸಂಧ್ಯಾ ಶರ್ಮ ಅವರಿಗೆ ನೀಡಲಾಗುವುದು. ಏಪ್ರಿಲ್ 19 ರಂದು ಉಡುಪಿಯಲ್ಲಿ ಪ್ರದಾನ ಮಾಡಲಾಗುತ್ತದೆ. ಈ ಪ್ರಶಸ್ತಿಯು ರೂ. 10,000 ನಗದು ಹಾಗೂ ಫಲಕವನ್ನು ಒಳಗೊಂಡಿದೆ. ವೈ.ಕೆ.ಸಂಧ್ಯಾ ಶರ್ಮ ಅವರು, ಕರ್ನಾಟಕದ ಹಿರಿಯ ಕಲಾವಿಮರ್ಶಕರಾಗಿ ನೂರಾರು ಲೇಖನಗಳನ್ನು ಬರೆದಿದ್ದಾರೆ.: [196, 9, 365, 115]
- recipe-title-tag: ತರಕಾರಿ ಕರಿ: [8, 146, 278, 172]
